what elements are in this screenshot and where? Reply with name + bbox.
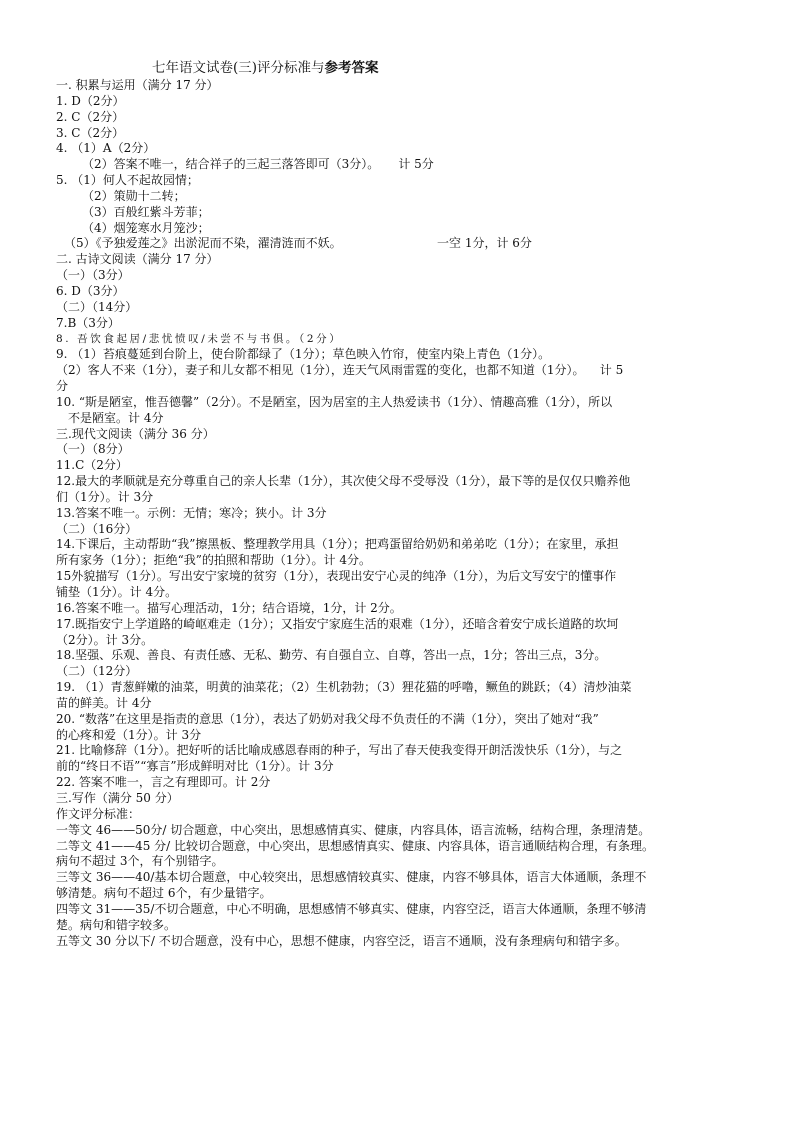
text-line: 12.最大的孝顺就是充分尊重自己的亲人长辈（1分），其次使父母不受辱没（1分），最下等的是仅仅只赡养他 — [56, 474, 631, 489]
text-line: 18.坚强、乐观、善良、有责任感、无私、勤劳、有自强自立、自尊，答出一点，1分；答出三点，3分。 — [56, 648, 607, 663]
text-line: （一）（8分） — [56, 442, 130, 457]
text-line: （一）（3分） — [56, 268, 130, 283]
text-line: 的心疼和爱（1分）。计 3分 — [56, 727, 202, 742]
text-line: 铺垫（1分）。计 4分。 — [56, 585, 178, 599]
text-line: 21. 比喻修辞（1分）。把好听的话比喻成感恩春雨的种子，写出了春天使我变得开朗活泼快乐（1分），与之 — [56, 743, 623, 758]
text-line: 3. C（2分） — [56, 125, 125, 140]
text-line: 5. （1）何人不起故园情； — [56, 173, 199, 188]
text-line: 们（1分）。计 3分 — [56, 489, 154, 504]
text-line: 1. D（2分） — [56, 93, 125, 108]
text-line: 够清楚。病句不超过 6个，有少量错字。 — [56, 886, 272, 901]
text-line: 8. 吾饮食起居/悲忧愤叹/未尝不与书俱。（2分） — [56, 332, 343, 345]
text-line: 二. 古诗文阅读（满分 17 分） — [56, 252, 219, 267]
text-line: （2分）。计 3分。 — [56, 632, 154, 647]
text-line: （2）答案不唯一，结合祥子的三起三落答即可（3分）。 计 5分 — [82, 157, 434, 172]
text-line: 二等文 41——45 分/ 比较切合题意，中心突出，思想感情真实、健康、内容具体，语言通顺结构合理，有条理。 — [56, 838, 655, 853]
text-line: 三.现代文阅读（满分 36 分） — [56, 426, 215, 441]
text-line: 所有家务（1分）；拒绝“我”的拍照和帮助（1分）。计 4分。 — [56, 553, 371, 568]
text-line: 13.答案不唯一。示例：无情；寒冷；狭小。计 3分 — [56, 505, 327, 520]
answer-lines — [56, 78, 746, 949]
text-line: 作文评分标准： — [56, 806, 141, 821]
text-line: 一. 积累与运用（满分 17 分） — [56, 78, 219, 92]
text-line: 分 — [56, 379, 69, 394]
page-title — [56, 60, 746, 77]
text-line: 14.下课后，主动帮助“我”擦黑板、整理教学用具（1分）；把鸡蛋留给奶奶和弟弟吃（1分）；在家里，承担 — [56, 537, 619, 552]
text-line: 4. （1）A（2分） — [56, 141, 156, 156]
text-line: 苗的鲜美。计 4分 — [56, 695, 152, 710]
text-line: （2）客人不来（1分），妻子和儿女都不相见（1分），连天气风雨雷霆的变化，也都不知道（1分）。 计 5 — [56, 363, 624, 378]
text-line: 三等文 36——40/基本切合题意，中心较突出，思想感情较真实、健康，内容不够具体，语言大体通顺，条理不 — [56, 870, 647, 885]
text-line: 19. （1）青葱鲜嫩的油菜，明黄的油菜花；（2）生机勃勃；（3）狸花猫的呼噜，鳜鱼的跳跃；（4）清炒油菜 — [56, 680, 632, 695]
text-line: （5）《予独爱莲之》出淤泥而不染，濯清涟而不妖。 一空 1分，计 6分 — [64, 236, 532, 251]
text-line: 20. “数落”在这里是指责的意思（1分），表达了奶奶对我父母不负责任的不满（1分），突出了她对“我” — [56, 711, 599, 726]
text-line: 10. “斯是陋室，惟吾德馨”（2分）。不是陋室，因为居室的主人热爱读书（1分）、情趣高雅（1分），所以 — [56, 394, 613, 409]
text-line: （3）百般红紫斗芳菲； — [82, 204, 210, 219]
text-line: 11.C（2分） — [56, 458, 128, 473]
text-line: 7.B（3分） — [56, 315, 120, 330]
text-line: 15外貌描写（1分）。写出安宁家境的贫穷（1分），表现出安宁心灵的纯净（1分），为后文写安宁的懂事作 — [56, 569, 617, 584]
title-normal: 七年语文试卷(三)评分标准与 — [152, 60, 325, 76]
answer-sheet — [56, 60, 746, 949]
text-line: 16.答案不唯一。描写心理活动，1分；结合语境，1分，计 2分。 — [56, 600, 402, 615]
text-line: （二）（12分） — [56, 664, 138, 679]
text-line: 22. 答案不唯一，言之有理即可。计 2分 — [56, 775, 271, 790]
text-line: 病句不超过 3个，有个别错字。 — [56, 854, 224, 869]
text-line: 四等文 31——35/不切合题意，中心不明确，思想感情不够真实、健康，内容空泛，语言大体通顺，条理不够清 — [56, 901, 647, 916]
text-line: （4）烟笼寒水月笼沙； — [82, 220, 210, 235]
text-line: （二）（16分） — [56, 521, 138, 536]
text-line: （2）策勋十二转； — [82, 188, 186, 203]
text-line: 不是陋室。计 4分 — [68, 410, 164, 425]
text-line: 2. C（2分） — [56, 109, 125, 124]
title-bold: 参考答案 — [324, 60, 379, 76]
text-line: 前的“终日不语”“寡言”形成鲜明对比（1分）。计 3分 — [56, 759, 334, 774]
text-line: （二）（14分） — [56, 299, 138, 314]
text-line: 五等文 30 分以下/ 不切合题意，没有中心，思想不健康，内容空泛，语言不通顺，没有条理病句和错字多。 — [56, 933, 627, 948]
text-line: 一等文 46——50分/ 切合题意，中心突出，思想感情真实、健康，内容具体，语言流畅，结构合理，条理清楚。 — [56, 822, 651, 837]
text-line: 楚。病句和错字较多。 — [56, 917, 177, 932]
text-line: 9. （1）苔痕蔓延到台阶上，使台阶都绿了（1分）；草色映入竹帘，使室内染上青色（1分）。 — [56, 347, 551, 362]
text-line: 6. D（3分） — [56, 283, 125, 298]
text-line: 17.既指安宁上学道路的崎岖难走（1分）；又指安宁家庭生活的艰难（1分），还暗含着安宁成长道路的坎坷 — [56, 616, 619, 631]
text-line: 三.写作（满分 50 分） — [56, 790, 179, 805]
